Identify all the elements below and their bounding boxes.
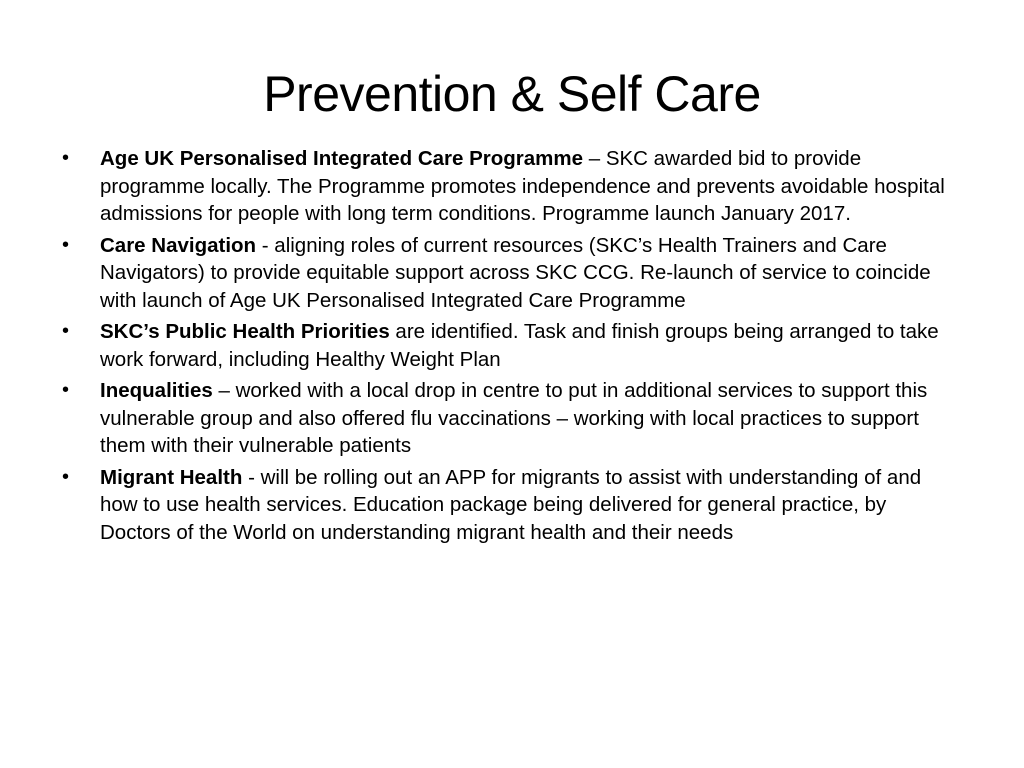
bullet-lead: Inequalities: [100, 379, 213, 402]
bullet-list: [62, 145, 962, 550]
bullet-item-migrant-health: [62, 464, 962, 547]
bullet-item-public-health-priorities: [62, 318, 962, 373]
bullet-lead: Care Navigation: [100, 233, 257, 257]
bullet-text: - will be rolling out an APP for migrants to assist with understanding of and how to use health services. Education package being delivered for general practice, by Doctors of the World on understanding migrant health and their needs: [100, 465, 922, 544]
bullet-icon: •: [62, 320, 70, 342]
bullet-icon: •: [62, 379, 70, 401]
bullet-text: – worked with a local drop in centre to put in additional services to support this vulnerable group and also offered flu vaccinations – working with local practices to support them with their vulnerable patients: [100, 379, 928, 457]
bullet-item-inequalities: [62, 377, 962, 460]
bullet-lead: Migrant Health: [100, 465, 243, 489]
bullet-icon: •: [62, 233, 70, 256]
bullet-icon: •: [62, 465, 70, 488]
bullet-item-age-uk: [62, 145, 962, 228]
bullet-lead: SKC’s Public Health Priorities: [100, 320, 390, 343]
bullet-text: – SKC awarded bid to provide programme locally. The Programme promotes independence and prevents avoidable hospital admissions for people with long term conditions. Programme launch January 2017.: [100, 147, 945, 225]
bullet-lead: Age UK Personalised Integrated Care Programme: [100, 147, 584, 170]
slide-title: Prevention & Self Care: [263, 66, 761, 122]
bullet-icon: •: [62, 147, 70, 169]
bullet-item-care-navigation: [62, 232, 962, 315]
bullet-text: are identified. Task and finish groups being arranged to take work forward, including Healthy Weight Plan: [100, 320, 939, 371]
bullet-text: - aligning roles of current resources (SKC’s Health Trainers and Care Navigators) to provide equitable support across SKC CCG. Re-launch of service to coincide with launch of Age UK Personalised Integrated Care Programme: [100, 233, 931, 312]
